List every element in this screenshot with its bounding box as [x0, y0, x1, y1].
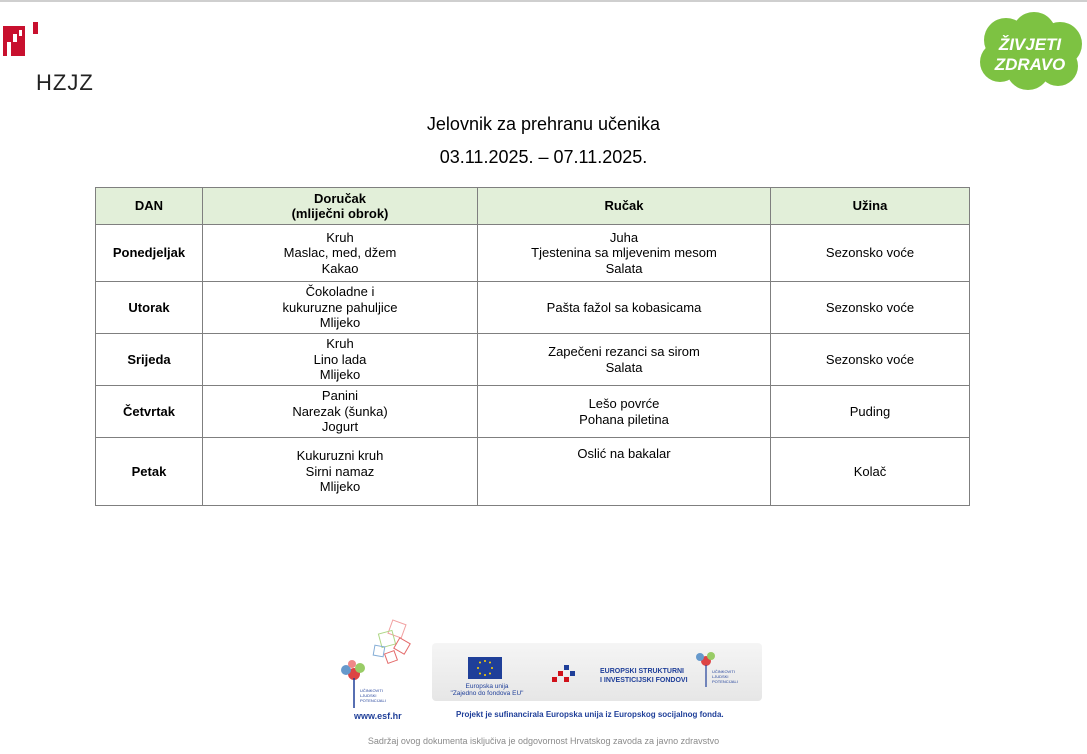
menu-item: Kukuruzni kruh [296, 448, 384, 464]
menu-item: Kruh [326, 336, 354, 352]
funds-label-line2: I INVESTICIJSKI FONDOVI [600, 677, 688, 684]
day-cell: Utorak [96, 282, 203, 334]
header-day: DAN [96, 188, 203, 225]
menu-item: Juha [609, 229, 639, 245]
table-header-row [96, 188, 970, 225]
breakfast-cell [203, 334, 478, 386]
table-row [96, 282, 970, 334]
day-cell: Srijeda [96, 334, 203, 386]
croatia-checker-icon [552, 665, 592, 687]
menu-item: Čokoladne i [305, 284, 375, 300]
snack-cell: Puding [771, 386, 970, 438]
lunch-cell [478, 334, 771, 386]
zivjeti-zdravo-logo [976, 10, 1084, 92]
breakfast-cell [203, 225, 478, 282]
top-border [0, 0, 1087, 2]
menu-item: Kruh [326, 229, 354, 245]
header-lunch: Ručak [478, 188, 771, 225]
esf-flower-icon [336, 607, 426, 725]
menu-item: Lino lada [313, 351, 367, 367]
menu-item: Narezak (šunka) [292, 403, 388, 419]
menu-item: Kakao [321, 260, 359, 276]
menu-item: Jogurt [321, 419, 359, 435]
lunch-cell [478, 282, 771, 334]
menu-item: Tjestenina sa mljevenim mesom [531, 245, 717, 261]
menu-item: Pašta fažol sa kobasicama [546, 299, 702, 315]
table-row [96, 225, 970, 282]
campaign-logo-line2: ZDRAVO [994, 55, 1066, 74]
menu-item: Sirni namaz [305, 463, 375, 479]
hzjz-mark-icon [3, 20, 43, 60]
footer-logos [336, 607, 764, 727]
svg-text:LJUDSKI: LJUDSKI [712, 674, 729, 679]
esf-small-flower-icon [696, 647, 756, 697]
campaign-logo-line1: ŽIVJETI [998, 35, 1062, 54]
breakfast-cell [203, 438, 478, 506]
menu-item: Oslić na bakalar [577, 446, 671, 461]
lunch-cell [478, 386, 771, 438]
svg-text:LJUDSKI: LJUDSKI [360, 693, 377, 698]
header-snack: Užina [771, 188, 970, 225]
day-cell: Četvrtak [96, 386, 203, 438]
eu-label [442, 683, 532, 697]
menu-item: Zapečeni rezanci sa sirom [548, 344, 700, 359]
svg-text:POTENCIJALI: POTENCIJALI [360, 698, 386, 703]
date-range: 03.11.2025. – 07.11.2025. [439, 147, 648, 167]
menu-item: kukuruzne pahuljice [282, 299, 398, 315]
snack-cell: Kolač [771, 438, 970, 506]
snack-cell: Sezonsko voće [771, 225, 970, 282]
hzjz-logo-text: HZJZ [36, 70, 94, 95]
funds-label-line1: EUROPSKI STRUKTURNI [600, 668, 685, 675]
menu-item: Panini [321, 388, 359, 404]
eu-flag-icon [468, 657, 502, 679]
svg-text:UČINKOVITI: UČINKOVITI [712, 669, 735, 674]
menu-table [95, 187, 970, 506]
menu-item: Mlijeko [319, 479, 361, 495]
day-cell: Ponedjeljak [96, 225, 203, 282]
header-breakfast-title: Doručak [313, 190, 367, 206]
menu-item: Pohana piletina [579, 411, 669, 427]
breakfast-cell [203, 386, 478, 438]
menu-item: Salata [605, 359, 643, 375]
funds-label [600, 667, 688, 685]
breakfast-cell [203, 282, 478, 334]
header-breakfast [203, 188, 478, 225]
header-breakfast-subtitle: (mliječni obrok) [291, 206, 389, 221]
menu-item: Mlijeko [319, 367, 361, 383]
esf-url: www.esf.hr [354, 711, 402, 721]
eu-label-line1: Europska unija [465, 683, 509, 690]
menu-item: Lešo povrće [588, 396, 660, 411]
snack-cell: Sezonsko voće [771, 282, 970, 334]
menu-item: Salata [605, 260, 643, 276]
page-title: Jelovnik za prehranu učenika [426, 114, 661, 134]
menu-item: Mlijeko [319, 315, 361, 331]
snack-cell: Sezonsko voće [771, 334, 970, 386]
hzjz-logo [3, 20, 98, 95]
lunch-cell [478, 438, 771, 506]
table-row [96, 438, 970, 506]
svg-text:UČINKOVITI: UČINKOVITI [360, 688, 383, 693]
menu-item: Maslac, med, džem [283, 245, 397, 261]
eu-label-line2: "Zajedno do fondova EU" [450, 690, 524, 697]
disclaimer: Sadržaj ovog dokumenta isključiva je odgovornost Hrvatskog zavoda za javno zdravstvo [367, 736, 720, 746]
table-row [96, 386, 970, 438]
day-cell: Petak [96, 438, 203, 506]
svg-text:POTENCIJALI: POTENCIJALI [712, 679, 738, 684]
table-row [96, 334, 970, 386]
project-funding-text: Projekt je sufinancirala Europska unija iz Europskog socijalnog fonda. [456, 710, 724, 719]
lunch-cell [478, 225, 771, 282]
